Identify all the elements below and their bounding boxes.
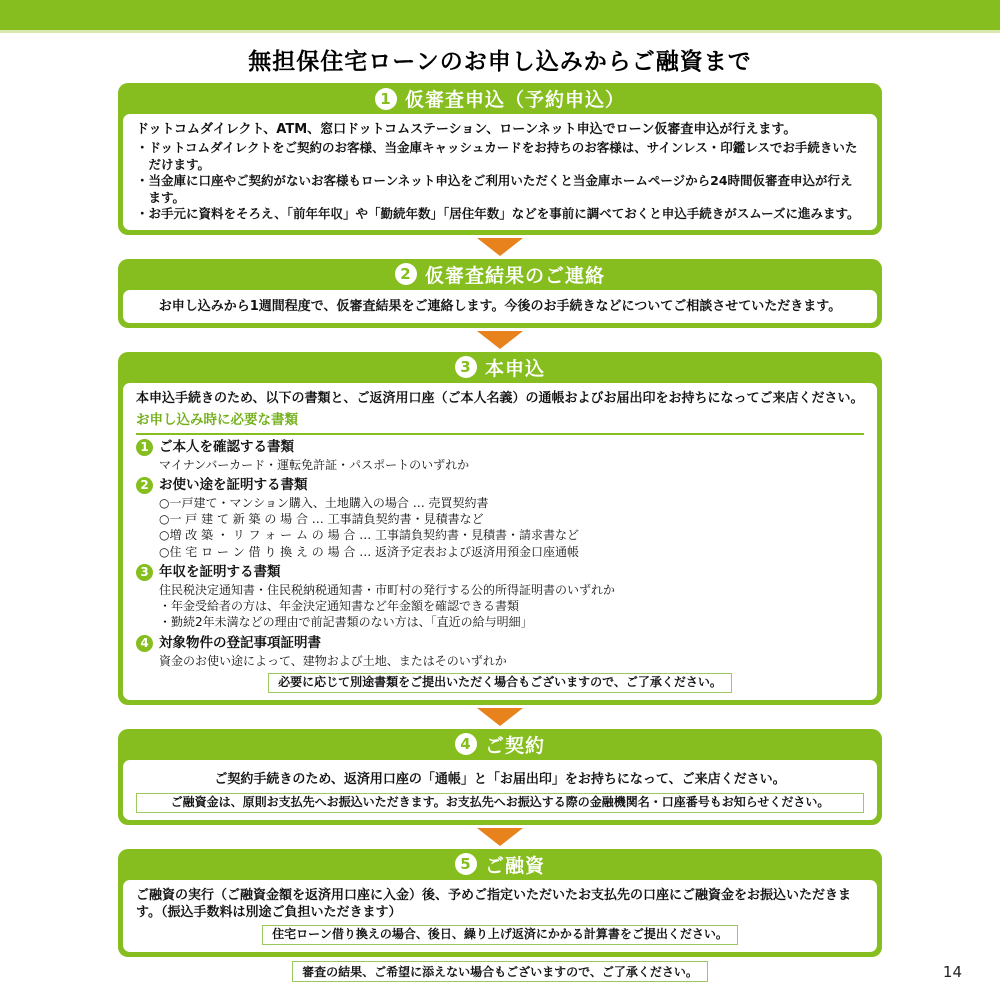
document-item <box>136 564 864 631</box>
step-5-note: 住宅ローン借り換えの場合、後日、繰り上げ返済にかかる計算書をご提出ください。 <box>262 925 738 945</box>
step-5-title: ご融資 <box>484 854 545 877</box>
step-2-header <box>123 259 877 290</box>
down-arrow-icon <box>477 708 523 726</box>
doc-2-line: ○一 戸 建 て 新 築 の 場 合 … 工事請負契約書・見積書など <box>159 512 484 527</box>
page-number: 14 <box>942 962 962 981</box>
step-1-lead: ドットコムダイレクト、ATM、窓口ドットコムステーション、ローンネット申込でローン仮審査申込が行えます。 <box>136 122 797 137</box>
step-1-bullet: ・ドットコムダイレクトをご契約のお客様、当金庫キャッシュカードをお持ちのお客様は、サインレス・印鑑レスでお手続きいただけます。 <box>136 140 858 172</box>
doc-2-line: ○住 宅 ロ ー ン 借 り 換 え の 場 合 … 返済予定表および返済用預金口座通帳 <box>159 544 580 559</box>
step-3-intro: 本申込手続きのため、以下の書類と、ご返済用口座（ご本人名義）の通帳およびお届出印をお持ちになってご来店ください。 <box>136 390 864 406</box>
footer-note: 審査の結果、ご希望に添えない場合もございますので、ご了承ください。 <box>292 961 708 982</box>
step-4-note: ご融資金は、原則お支払先へお振込いただきます。お支払先へお振込する際の金融機関名・口座番号もお知らせください。 <box>136 793 864 813</box>
step-1-section <box>118 83 882 235</box>
footer-row <box>0 961 1000 982</box>
down-arrow-icon <box>477 238 523 256</box>
doc-4-line: 資金のお使い途によって、建物および土地、またはそのいずれか <box>159 653 507 668</box>
step-3-note: 必要に応じて別途書類をご提出いただく場合もございますので、ご了承ください。 <box>268 673 732 693</box>
required-documents-subtitle: お申し込み時に必要な書類 <box>136 412 864 435</box>
document-item <box>136 635 864 669</box>
doc-3-number-icon: 3 <box>136 564 153 581</box>
page-title: 無担保住宅ローンのお申し込みからご融資まで <box>248 49 752 75</box>
step-3-number-icon: 3 <box>455 356 477 378</box>
step-4-title: ご契約 <box>484 734 545 757</box>
doc-3-line: 住民税決定通知書・住民税納税通知書・市町村の発行する公的所得証明書のいずれか <box>159 582 616 597</box>
step-2-text: お申し込みから1週間程度で、仮審査結果をご連絡します。今後のお手続きなどについてご相談させていただきます。 <box>158 298 842 314</box>
doc-2-line: ○一戸建て・マンション購入、土地購入の場合 … 売買契約書 <box>159 495 489 510</box>
step-4-body <box>123 760 877 820</box>
doc-3-line: ・年金受給者の方は、年金決定通知書など年金額を確認できる書類 <box>159 599 520 614</box>
step-4-number-icon: 4 <box>455 733 477 755</box>
step-2-title: 仮審査結果のご連絡 <box>424 264 605 287</box>
document-item <box>136 439 864 473</box>
document-item <box>136 477 864 560</box>
step-1-bullet: ・当金庫に口座やご契約がないお客様もローンネット申込をご利用いただくと当金庫ホームページから24時間仮審査申込が行えます。 <box>136 173 853 205</box>
step-5-body <box>123 880 877 952</box>
step-3-header <box>123 352 877 383</box>
step-3-section <box>118 352 882 705</box>
doc-4-title: 対象物件の登記事項証明書 <box>159 634 321 651</box>
doc-3-line: ・勤続2年未満などの理由で前記書類のない方は、「直近の給与明細」 <box>159 615 533 630</box>
step-5-header <box>123 849 877 880</box>
doc-1-title: ご本人を確認する書類 <box>159 438 294 455</box>
doc-3-title: 年収を証明する書類 <box>159 563 281 580</box>
doc-2-line: ○増 改 築 ・ リ フ ォ ー ム の 場 合 … 工事請負契約書・見積書・請求書など <box>159 528 580 543</box>
step-3-title: 本申込 <box>484 357 545 380</box>
step-2-body <box>123 290 877 323</box>
doc-2-title: お使い途を証明する書類 <box>159 476 308 493</box>
step-1-number-icon: 1 <box>375 88 397 110</box>
doc-1-line: マイナンバーカード・運転免許証・パスポートのいずれか <box>159 457 470 472</box>
step-5-number-icon: 5 <box>455 853 477 875</box>
step-4-section <box>118 729 882 825</box>
top-green-bar <box>0 0 1000 33</box>
step-5-text: ご融資の実行（ご融資金額を返済用口座に入金）後、予めご指定いただいたお支払先の口座にご融資金をお振込いただきます。（振込手数料は別途ご負担いただきます） <box>136 887 852 920</box>
doc-2-number-icon: 2 <box>136 477 153 494</box>
step-1-bullet: ・お手元に資料をそろえ、「前年年収」や「勤続年数」「居住年数」などを事前に調べておくと申込手続きがスムーズに進みます。 <box>136 206 860 222</box>
step-3-body <box>123 383 877 700</box>
step-3-note-row <box>136 673 864 693</box>
step-5-note-row <box>136 925 864 945</box>
doc-4-number-icon: 4 <box>136 635 153 652</box>
step-5-section <box>118 849 882 957</box>
step-4-text: ご契約手続きのため、返済用口座の「通帳」と「お届出印」をお持ちになって、ご来店ください。 <box>214 771 786 787</box>
step-1-body <box>123 114 877 230</box>
step-1-title: 仮審査申込（予約申込） <box>404 89 625 111</box>
step-4-header <box>123 729 877 760</box>
down-arrow-icon <box>477 331 523 349</box>
step-1-header <box>123 83 877 114</box>
step-2-number-icon: 2 <box>395 263 417 285</box>
step-2-section <box>118 259 882 328</box>
down-arrow-icon <box>477 828 523 846</box>
doc-1-number-icon: 1 <box>136 439 153 456</box>
